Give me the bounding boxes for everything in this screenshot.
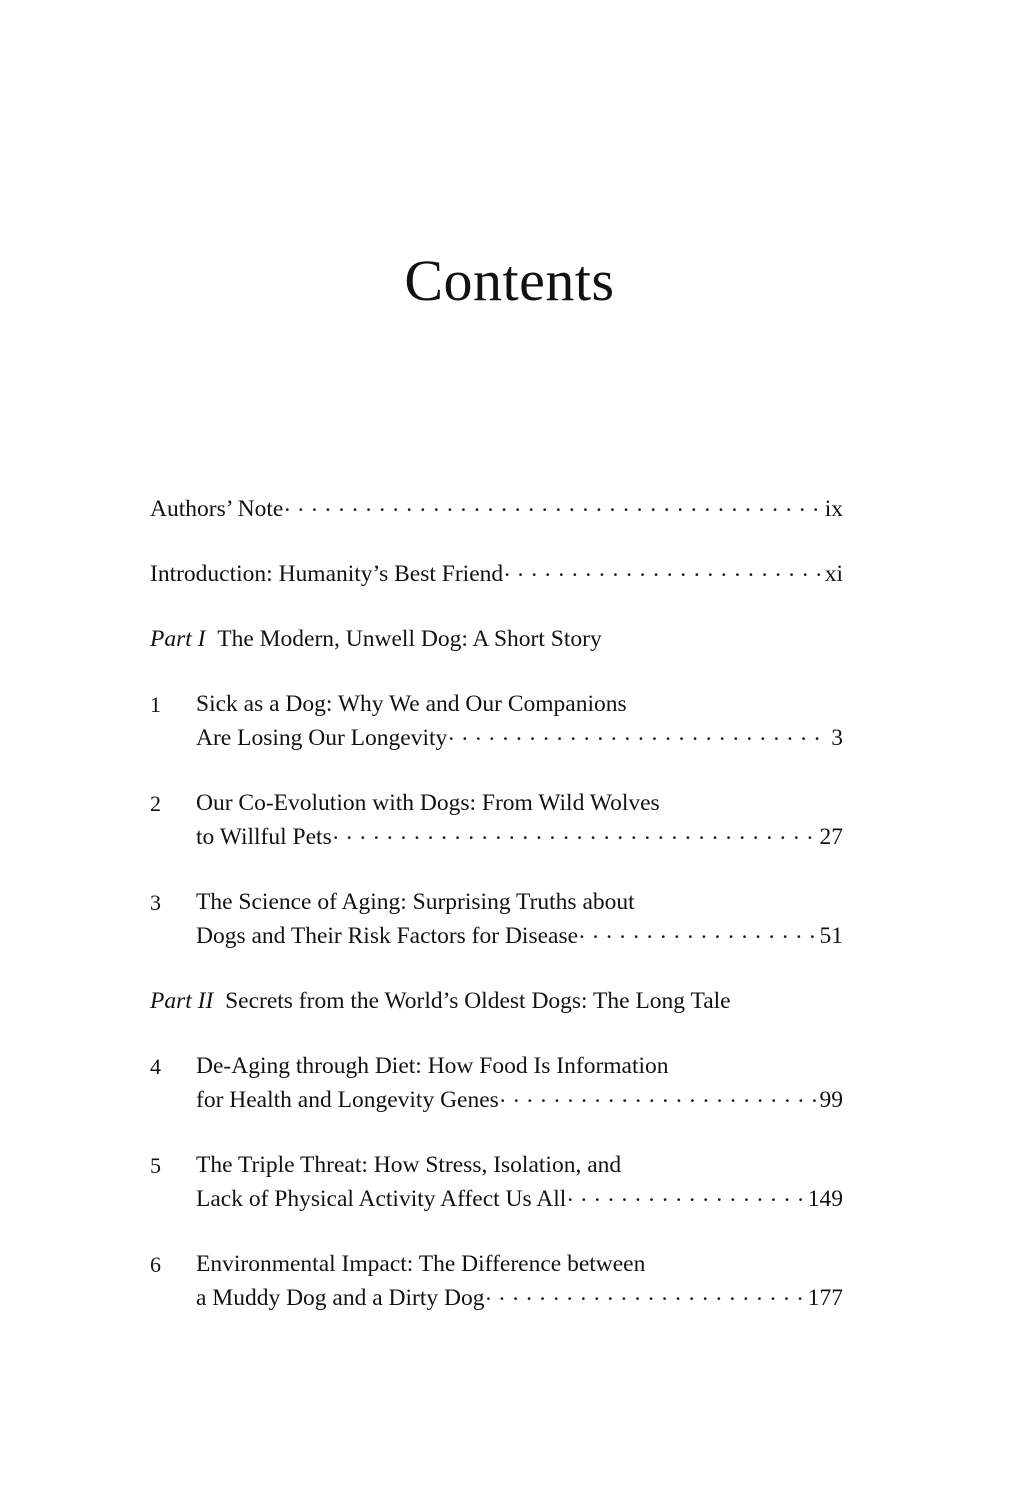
chapter-page-number: 27 (819, 824, 843, 850)
chapter-page-number: 99 (819, 1087, 843, 1113)
chapter-title-line-2: Lack of Physical Activity Affect Us All (196, 1186, 567, 1212)
toc-chapter-5[interactable] (150, 1148, 843, 1216)
chapter-text (196, 1148, 843, 1216)
part-title-label: Secrets from the World’s Oldest Dogs: The Long Tale (225, 988, 731, 1014)
toc-entry-page-number: ix (824, 496, 843, 522)
part-number-label: Part I (150, 626, 206, 652)
part-number-label: Part II (150, 988, 214, 1014)
chapter-page-number: 3 (831, 725, 843, 751)
chapter-text (196, 885, 843, 953)
chapter-title-line-2-row (196, 1281, 843, 1315)
chapter-title-line-1: Environmental Impact: The Difference between (196, 1251, 646, 1277)
chapter-title-line-2-row (196, 1182, 843, 1216)
toc-chapter-6[interactable] (150, 1247, 843, 1315)
chapter-number: 4 (150, 1054, 161, 1079)
toc-chapter-1[interactable] (150, 687, 843, 755)
chapter-number: 6 (150, 1252, 161, 1277)
toc-entry-authors-note[interactable] (150, 492, 843, 526)
chapter-title-line-2-row (196, 721, 843, 755)
toc-chapter-2[interactable] (150, 786, 843, 854)
chapter-text (196, 1247, 843, 1315)
chapter-page-number: 177 (807, 1285, 843, 1311)
chapter-title-line-1: Sick as a Dog: Why We and Our Companions (196, 691, 627, 717)
page-title: Contents (404, 248, 615, 313)
chapter-title-line-2: a Muddy Dog and a Dirty Dog (196, 1285, 485, 1311)
toc-entry-label: Introduction: Humanity’s Best Friend (150, 561, 504, 587)
part-title-label: The Modern, Unwell Dog: A Short Story (217, 626, 602, 652)
chapter-title-line-2: Dogs and Their Risk Factors for Disease (196, 923, 579, 949)
dot-leader (333, 821, 817, 845)
chapter-text (196, 786, 843, 854)
toc-entry-introduction[interactable] (150, 557, 843, 591)
chapter-title-line-2-row (196, 919, 843, 953)
chapter-title-line-1: The Triple Threat: How Stress, Isolation, and (196, 1152, 622, 1178)
dot-leader (579, 920, 816, 944)
toc-chapter-4[interactable] (150, 1049, 843, 1117)
chapter-number: 5 (150, 1153, 161, 1178)
chapter-number: 1 (150, 692, 161, 717)
part-heading-1 (150, 622, 843, 656)
chapter-title-line-1: The Science of Aging: Surprising Truths about (196, 889, 635, 915)
chapter-text (196, 687, 843, 755)
chapter-title-line-1: De-Aging through Diet: How Food Is Information (196, 1053, 669, 1079)
chapter-number: 2 (150, 791, 161, 816)
chapter-title-line-2-row (196, 1083, 843, 1117)
toc-entry-label: Authors’ Note (150, 496, 284, 522)
dot-leader (448, 722, 828, 746)
chapter-title-line-1: Our Co-Evolution with Dogs: From Wild Wolves (196, 790, 660, 816)
chapter-title-line-2-row (196, 820, 843, 854)
toc-entry-page-number: xi (824, 561, 843, 587)
chapter-page-number: 149 (807, 1186, 843, 1212)
dot-leader (485, 1282, 804, 1306)
chapter-title-line-2: Are Losing Our Longevity (196, 725, 448, 751)
dot-leader (567, 1183, 804, 1207)
dot-leader (284, 493, 821, 517)
chapter-title-line-2: to Willful Pets (196, 824, 332, 850)
chapter-text (196, 1049, 843, 1117)
dot-leader (500, 1084, 817, 1108)
part-heading-2 (150, 984, 843, 1018)
chapter-number: 3 (150, 890, 161, 915)
chapter-title-line-2: for Health and Longevity Genes (196, 1087, 499, 1113)
dot-leader (504, 558, 822, 582)
toc-entries-list (150, 492, 843, 1346)
chapter-page-number: 51 (819, 923, 843, 949)
toc-chapter-3[interactable] (150, 885, 843, 953)
